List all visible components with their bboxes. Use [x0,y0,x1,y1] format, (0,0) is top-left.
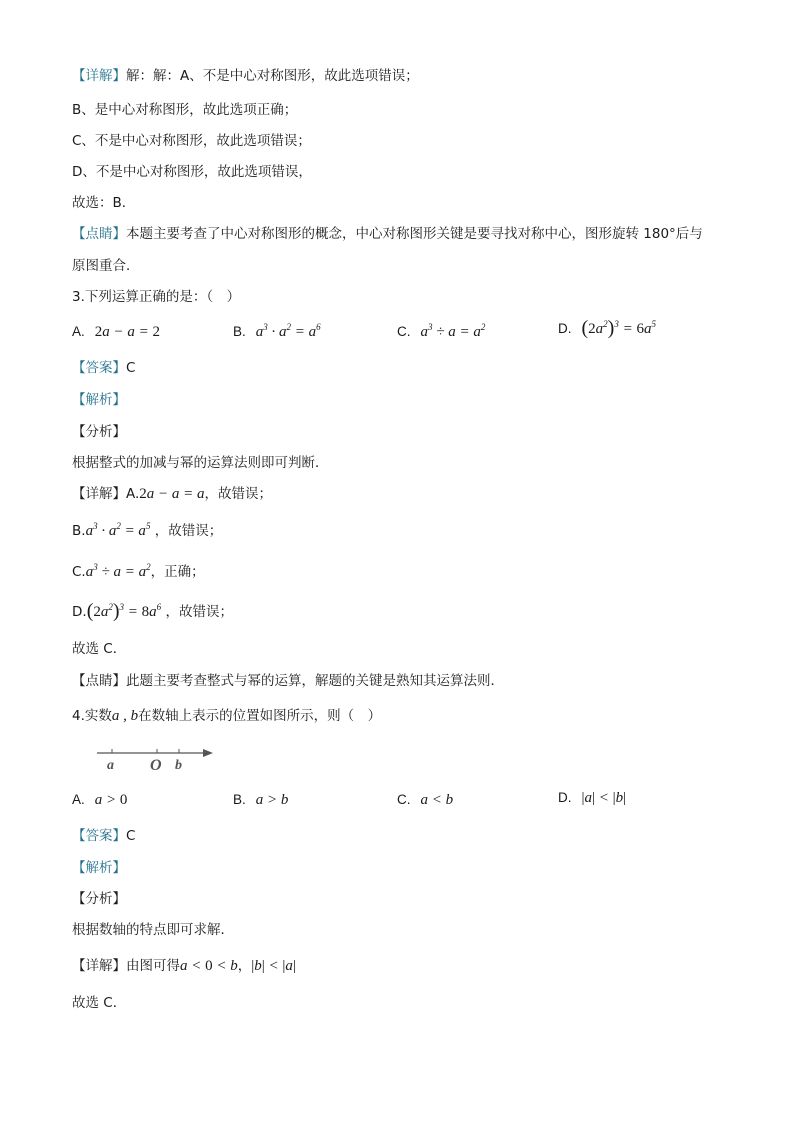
q3-stem: 3.下列运算正确的是：（ ） [72,289,241,305]
q3-detail-d: $D.(2a^2)^3 = 8a^6$ ，故错误； [72,600,233,622]
q3-detail-c: $C.a^3 \div a = a^2$，正确； [72,562,205,580]
q3-analysis-tag: 【解析】 [72,392,126,408]
q3-tip-line: 【点睛】此题主要考查整式与幂的运算，解题的关键是熟知其运算法则． [72,673,504,689]
q4-answer-line: 【答案】C [72,828,136,844]
q2-line-c: C、不是中心对称图形，故此选项错误； [72,133,311,149]
tip-tag: 【点睛】 [72,226,126,242]
numberline-label-a: a [107,758,114,773]
q4-fenxi-text: 根据数轴的特点即可求解． [72,922,234,938]
q3-fenxi-text: 根据整式的加减与幂的运算法则即可判断． [72,455,329,471]
detail-tag: 【详解】 [72,68,126,84]
numberline-label-origin: O [150,757,162,774]
q4-analysis-tag: 【解析】 [72,860,126,876]
q4-fenxi-tag: 【分析】 [72,891,126,907]
q3-answer-line [72,358,135,378]
number-line-figure [95,740,220,775]
q4-option-d: D. |a| < |b| [558,790,627,806]
q4-choice: 故选 C． [72,995,127,1011]
q4-detail: 【详解】由图可得a < 0 < b，|b| < |a| [72,958,296,974]
q4-option-a: A. a > 0 [72,792,128,808]
q3-answer: C [126,360,136,376]
q2-tip-text-1: 本题主要考查了中心对称图形的概念，中心对称图形关键是要寻找对称中心，图形旋转 180°后与 [126,226,703,242]
q3-option-c: C. $a^3 \div a = a^2$ [397,322,486,340]
q3-detail-b: $B.a^3 \cdot a^2 = a^5$ ，故错误； [72,521,223,539]
q2-line-b: B、是中心对称图形，故此选项正确； [72,102,298,118]
q2-tip-text-2: 原图重合． [72,258,140,274]
q2-line-d: D、不是中心对称图形，故此选项错误， [72,164,312,180]
q2-detail-text: 解：解：A、不是中心对称图形，故此选项错误； [126,68,419,84]
q3-option-d: D. $(2a^2)^3 = 6a^5$ [558,317,656,339]
q3-choice: 故选 C． [72,641,127,657]
q4-option-b: B. a > b [233,792,289,808]
q2-tip-line [72,224,703,244]
q4-stem: 4.实数a , b在数轴上表示的位置如图所示，则（ ） [72,708,382,724]
q3-option-b: B. $a^3 \cdot a^2 = a^6$ [233,322,321,340]
q3-option-a: A. 2a − a = 2 [72,324,161,340]
q3-fenxi-tag: 【分析】 [72,424,126,440]
q4-answer: C [126,828,136,844]
q2-detail-line [72,66,419,86]
q3-detail-a: 【详解】A.2a − a = a，故错误； [72,486,273,502]
answer-tag: 【答案】 [72,360,126,376]
q2-choice: 故选：B． [72,195,136,211]
numberline-label-b: b [175,758,182,773]
q4-option-c: C. a < b [397,792,454,808]
